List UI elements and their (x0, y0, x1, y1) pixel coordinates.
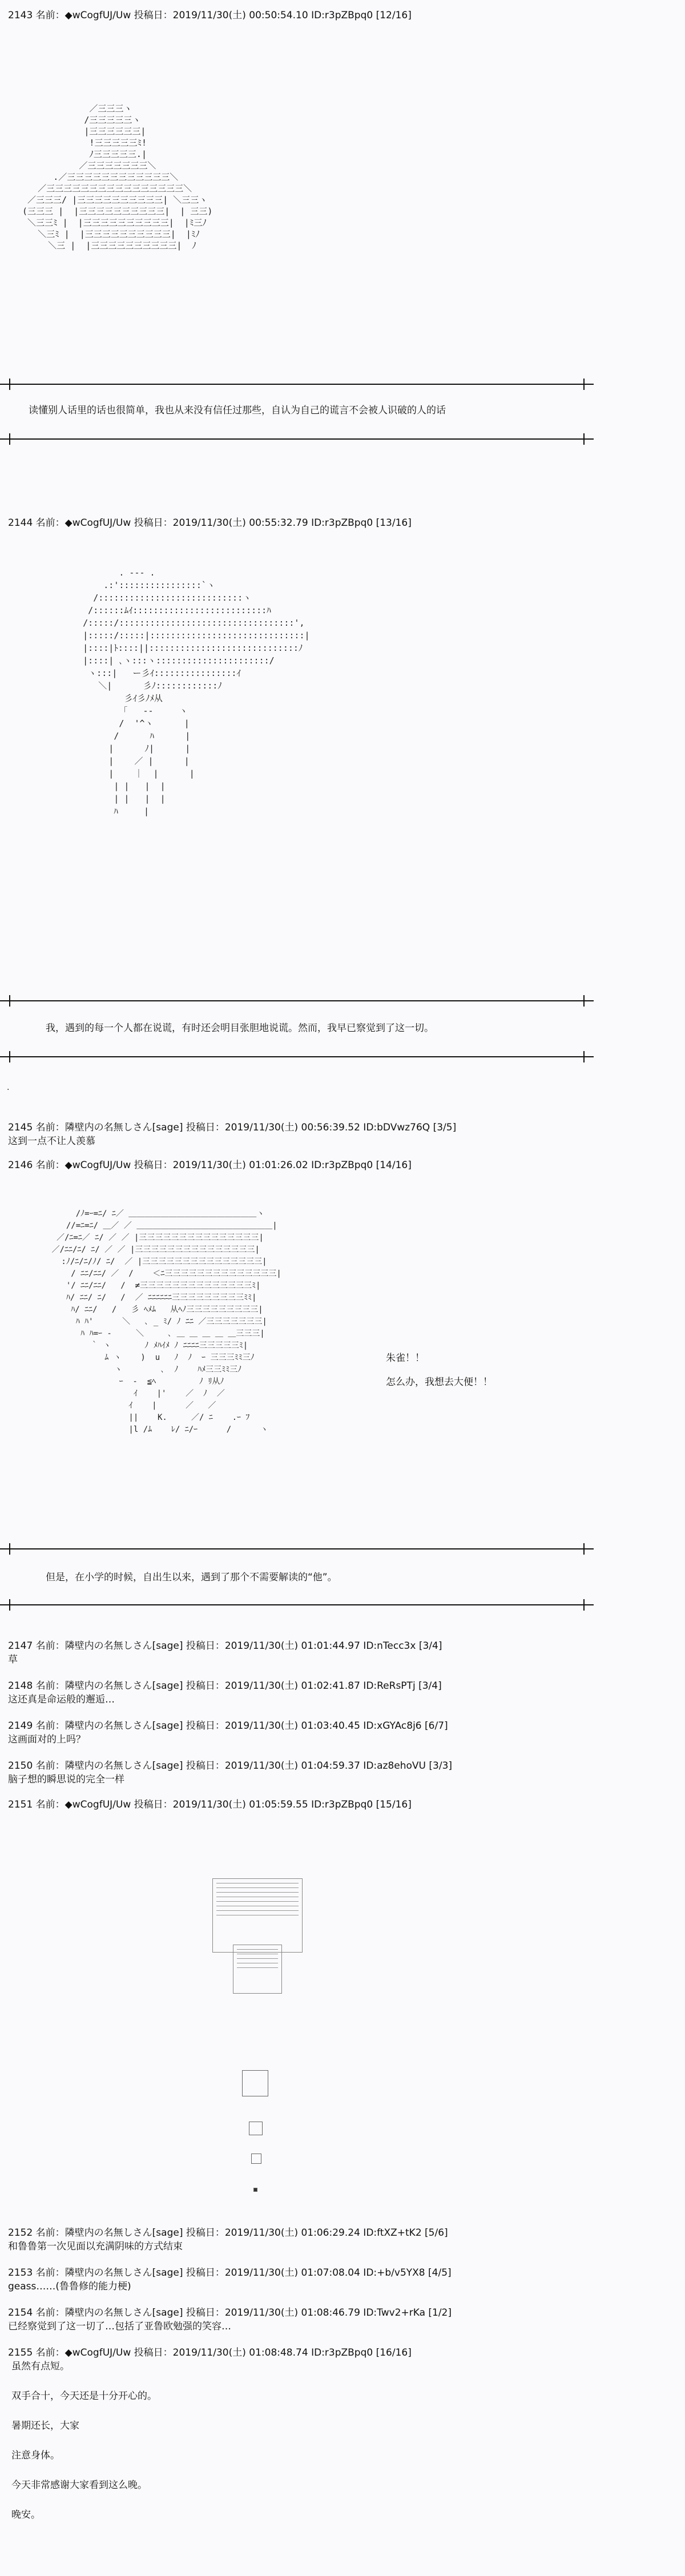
post-body-2149: 这画面对的上吗？ (8, 1734, 86, 1745)
narration-line-3: 但是，在小学的时候，自出生以来，遇到了那个不需要解读的“他”。 (46, 1572, 337, 1583)
post-header-2150: 2150 名前：隣壁内の名無しさん[sage] 投稿日：2019/11/30(土) 01:04:59.37 ID:az8ehoVU [3/3] (8, 1760, 453, 1772)
closing-line: 今天非常感谢大家看到这么晚。 (11, 2480, 147, 2491)
divider-bottom (0, 1056, 594, 1057)
post-body-2148: 这还真是命运般的邂逅… (8, 1694, 115, 1705)
post-header-2146: 2146 名前：◆wCogfUJ/Uw 投稿日：2019/11/30(土) 01:01:26.02 ID:r3pZBpq0 [14/16] (8, 1160, 412, 1171)
post-header-2147: 2147 名前：隣壁内の名無しさん[sage] 投稿日：2019/11/30(土) 01:01:44.97 ID:nTecc3x [3/4] (8, 1640, 442, 1652)
divider-top (0, 384, 594, 385)
post-header-2143: 2143 名前：◆wCogfUJ/Uw 投稿日：2019/11/30(土) 00:50:54.10 ID:r3pZBpq0 [12/16] (8, 10, 412, 21)
divider-bottom (0, 1604, 594, 1605)
ascii-art-small-box (242, 2070, 268, 2096)
post-header-2148: 2148 名前：隣壁内の名無しさん[sage] 投稿日：2019/11/30(土) 01:02:41.87 ID:ReRsPTj [3/4] (8, 1680, 442, 1692)
closing-line: 虽然有点短。 (11, 2361, 70, 2372)
ascii-art-medium-box (233, 1945, 282, 1994)
divider-bottom (0, 438, 594, 440)
post-header-2149: 2149 名前：隣壁内の名無しさん[sage] 投稿日：2019/11/30(土) 01:03:40.45 ID:xGYAc8j6 [6/7] (8, 1720, 448, 1732)
post-header-2155: 2155 名前：◆wCogfUJ/Uw 投稿日：2019/11/30(土) 01:08:48.74 ID:r3pZBpq0 [16/16] (8, 2347, 412, 2358)
post-header-2153: 2153 名前：隣壁内の名無しさん[sage] 投稿日：2019/11/30(土) 01:07:08.04 ID:+b/v5YX8 [4/5] (8, 2267, 452, 2279)
post-header-2144: 2144 名前：◆wCogfUJ/Uw 投稿日：2019/11/30(土) 00:55:32.79 ID:r3pZBpq0 [13/16] (8, 517, 412, 529)
closing-line: 注意身体。 (11, 2450, 60, 2461)
post-body-2147: 草 (8, 1654, 18, 1665)
post-body-2153: geass……(鲁鲁修的能力梗) (8, 2281, 131, 2292)
ascii-art-dot (253, 2188, 257, 2192)
post-body-2154: 已经察觉到了这一切了…包括了亚鲁欧勉强的笑容… (8, 2321, 231, 2332)
post-body-2145: 这到一点不让人羡慕 (8, 1136, 95, 1147)
divider-top (0, 1000, 594, 1001)
post-body-2152: 和鲁鲁第一次见面以充满阴味的方式结束 (8, 2241, 183, 2252)
narration-line-2: 我，遇到的每一个人都在说谎，有时还会明目张胆地说谎。然而，我早已察觉到了这一切。 (46, 1023, 434, 1034)
narration-line-1: 读懂别人话里的话也很简单，我也从来没有信任过那些，自认为自己的谎言不会被人识破的人的话 (29, 405, 446, 416)
divider-top (0, 1548, 594, 1549)
ascii-art-figure-closeup: /ﾉ=ｰ=ﾆ/ ﾆ／ ＿＿＿＿＿＿＿＿＿＿＿＿＿＿＿＿ヽ //=ﾆ=ﾆ/ ＿／ ／ ＿＿＿＿＿＿＿＿＿＿＿＿＿＿＿＿＿| ／/ﾆ=ﾆ／ ﾆ/ ／ ／ |三三三三三三三三三三三三三三三| ／/ﾆﾆ/ﾆ/ ﾆ/ ／ ／ |三三三三三三三三三三三三三三三| :ﾉ/ﾆ/ﾆ/ﾉ/ ﾆ/ ／ |三三三三三三三三三三三三三三三| / ﾆﾆ/ﾆﾆ/ ／ / ＜ﾆ三三三三三三三三三三三三三三| '/ ﾆﾆ/ﾆﾆ/ / ≠三三三三三三三三三三三三三三ﾐ| ﾊ/ ﾆﾆ/ ﾆ/ / ／ ﾆﾆﾆﾆﾆﾆ三三三三三三三三三ﾐﾐ| ﾊ/ ﾆﾆ/ / 彡 ﾍﾒﾑ 从ﾍﾉ三三三三三三三三三| ﾊ ﾊ' ＼ ､ _ ﾐ/ ﾉ ﾆﾆ ／三三三三三三三| ﾊ ﾊ=ｰ - ＼ ､ ＿ ＿ ＿ ＿ ＿三三三| ｀ ヽ ﾉ ﾒﾊｲﾒ ﾉ ﾆﾆﾆﾆ三三三三三ﾐ| ﾑ ヽ ) u ﾉ ﾉ ｰ 三三三ﾐﾐ三ﾉ ヽ ､ ﾉ ﾊﾒ三三ﾐﾐ三ﾉ ｰ - ≦ﾍ ﾉ ﾘ从ﾉ ｲ |' ／ ﾉ ／ ｲ | ／ ／ || K. ／/ ﾆ .ｰ ﾌ |l /ﾑ ﾚ/ ﾆ/ｰ / ヽ (51, 1209, 281, 1434)
ascii-art-figure-back: ／三三三ヽ /三三三三三ヽ |三三三三三三| !三三三三三ﾐ! ﾉ三三三三三.| ／三三三三三三三＼ .／三三三三三三三三三三三三＼ ／三三三三三三三三三三三三三三三三＼ ／三三三/ |三三三三三三三三三三| ＼三三ヽ (三三三 | |三三三三三三三三三三| | 三三) ＼三三ﾐ | |三三三三三三三三三三| |ﾐ三ﾉ ＼三ﾐ | |三三三三三三三三三三| |ﾐﾉ ＼三 | |三三三三三三三三三三| ﾉ (22, 103, 213, 251)
closing-line: 晚安。 (11, 2509, 41, 2521)
post-header-2151: 2151 名前：◆wCogfUJ/Uw 投稿日：2019/11/30(土) 01:05:59.55 ID:r3pZBpq0 [15/16] (8, 1799, 412, 1810)
post-header-2154: 2154 名前：隣壁内の名無しさん[sage] 投稿日：2019/11/30(土) 01:08:46.79 ID:Twv2+rKa [1/2] (8, 2307, 452, 2319)
dialogue-line-2: 怎么办，我想去大便！！ (386, 1376, 493, 1388)
ascii-art-tiny-box (251, 2154, 261, 2164)
closing-line: 暑期还长，大家 (11, 2420, 79, 2432)
closing-line: 双手合十，今天还是十分开心的。 (11, 2390, 157, 2402)
post-body-2150: 脑子想的瞬思说的完全一样 (8, 1774, 124, 1785)
post-header-2145: 2145 名前：隣壁内の名無しさん[sage] 投稿日：2019/11/30(土) 00:56:39.52 ID:bDVwz76Q [3/5] (8, 1122, 457, 1133)
ascii-art-large-box (212, 1878, 303, 1953)
ascii-art-tiny-box (249, 2122, 263, 2135)
dialogue-line-1: 朱雀！！ (386, 1353, 425, 1364)
post-header-2152: 2152 名前：隣壁内の名無しさん[sage] 投稿日：2019/11/30(土) 01:06:29.24 ID:ftXZ+tK2 [5/6] (8, 2227, 448, 2239)
dot-marker: . (7, 1083, 10, 1092)
ascii-art-figure-standing: . -‐- . .:'::::::::::::::::`ヽ /::::::::::::::::::::::::::::ヽ /::::::ﾑｲ::::::::::::::::::::::::::ﾊ /:::::/::::::::::::::::::::::::::::::::::', |:::::/:::::|::::::::::::::::::::::::::::::| |::::|ﾄ::::||:::::::::::::::::::::::::::::ﾉ |::::| ､ヽ:::ヽ::::::::::::::::::::::/ ヽ:::| ー彡ｲ::::::::::::::::ｲ ＼| 彡ﾉ::::::::::::ﾉ 彡ｲ彡ﾉﾒ从 「 ‐- ヽ / '^ヽ | / ﾊ | | ﾉ| | | ／ | | | ｜ | | | | | | | | | | ﾊ | (83, 567, 310, 816)
